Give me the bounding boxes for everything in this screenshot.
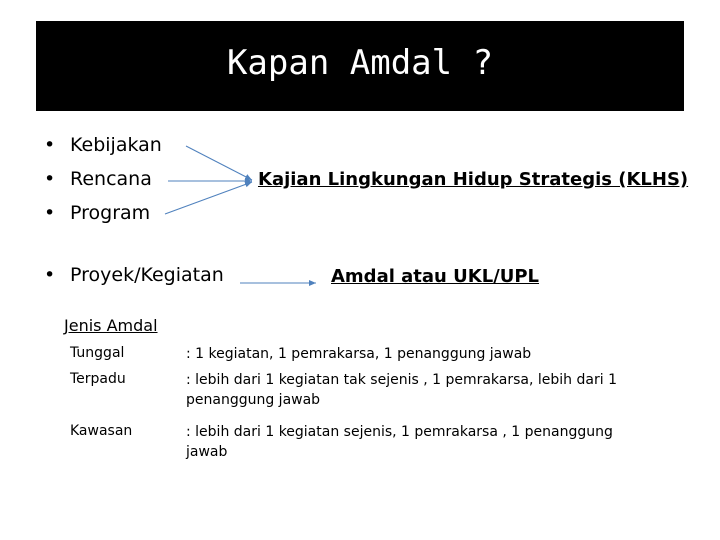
arrow-kebijakan-line — [186, 146, 252, 180]
bullet-dot: • — [44, 168, 56, 190]
bullet-label: Kebijakan — [70, 134, 162, 156]
bullet-label: Proyek/Kegiatan — [70, 264, 224, 286]
jenis-amdal-heading: Jenis Amdal — [64, 316, 158, 335]
slide-title: Kapan Amdal ? — [226, 43, 494, 83]
type-desc-terpadu: : lebih dari 1 kegiatan tak sejenis , 1 pemrakarsa, lebih dari 1 penanggung jawab — [186, 372, 617, 408]
type-label-kawasan: Kawasan — [70, 423, 133, 439]
bullet-dot: • — [44, 134, 56, 156]
bullet-dot: • — [44, 264, 56, 286]
bullet-dot: • — [44, 202, 56, 224]
arrow-program-line — [165, 182, 252, 214]
amdal-ukl-upl-label: Amdal atau UKL/UPL — [331, 266, 540, 287]
klhs-label: Kajian Lingkungan Hidup Strategis (KLHS) — [258, 169, 689, 190]
type-desc-kawasan: : lebih dari 1 kegiatan sejenis, 1 pemrakarsa , 1 penanggung jawab — [186, 424, 613, 460]
type-label-terpadu: Terpadu — [70, 371, 126, 387]
bullet-label: Rencana — [70, 168, 152, 190]
type-desc-tunggal: : 1 kegiatan, 1 pemrakarsa, 1 penanggung jawab — [186, 346, 532, 362]
bullet-label: Program — [70, 202, 151, 224]
type-label-tunggal: Tunggal — [70, 345, 125, 361]
